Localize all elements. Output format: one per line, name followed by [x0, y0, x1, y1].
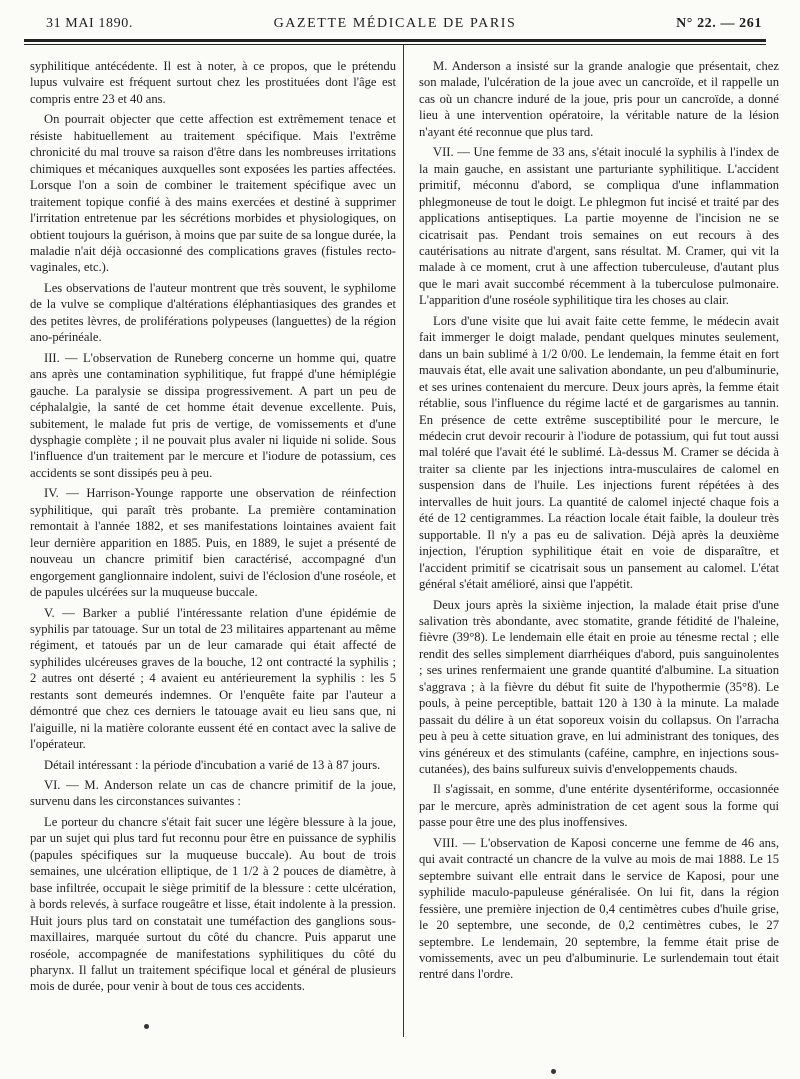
- paragraph: VI. — M. Anderson relate un cas de chancre primitif de la joue, survenu dans les circonstances suivantes :: [30, 778, 396, 809]
- ink-dot: [551, 1069, 556, 1074]
- paragraph: Il s'agissait, en somme, d'une entérite dysentériforme, occasionnée par le mercure, après administration de cet agent sous la forme qui passe pour être une des plus inoffensives.: [419, 782, 779, 830]
- issue-page-number: N° 22. — 261: [676, 16, 762, 31]
- page-header: [28, 14, 762, 38]
- paragraph: III. — L'observation de Runeberg concerne un homme qui, quatre ans après une contamination syphilitique, fut frappé d'une hémiplégie gauche. La paralysie se dissipa progressivement. A part un peu de céphalalgie, la santé de cet homme était devenue excellente. Puis, subitement, le malade fut pris de vertige, de vomissements et d'une dysphagie complète ; il ne pouvait plus avaler ni liquide ni solide. Sous l'influence d'un traitement par le mercure et l'iodure de potassium, ces accidents se sont dissipés peu à peu.: [30, 350, 396, 480]
- journal-title: GAZETTE MÉDICALE DE PARIS: [273, 16, 517, 31]
- paragraph: Deux jours après la sixième injection, la malade était prise d'une salivation très abondante, avec stomatite, grande fétidité de l'haleine, fièvre (39°8). Le lendemain elle était en proie au ténesme rectal ; elle rendit des selles simplement diarrhéiques d'abord, puis sanguinolentes ; ses urines renfermaient une grande quantité d'albumine. La situation s'aggrava ; à la fièvre du début fit suite de l'hypothermie (35°8). Le pouls, à peine perceptible, battait 120 à 130 à la minute. La malade passait du délire à un état soporeux voisin du collapsus. On l'arracha peu à peu à cette situation grave, en lui administrant des toniques, des vins généreux et des stimulants (caféine, camphre, en injections sous-cutanées), des bains sulfureux suivis d'enveloppements chauds.: [419, 597, 779, 777]
- left-column: [30, 58, 396, 999]
- paragraph: V. — Barker a publié l'intéressante relation d'une épidémie de syphilis par tatouage. Sur un total de 23 militaires appartenant au même régiment, et tatoués par un de leur camarade qui était affecté de syphilides ulcéreuses graves de la bouche, 12 ont contracté la syphilis ; 2 autres ont déserté ; 4 avaient eu antérieurement la syphilis : les 5 restants sont demeurés indemnes. Or l'enquête faite par l'auteur a démontré que chez ces derniers le tatouage avait eu lieu sans que, ni l'aiguille, ni la matière colorante eussent été en contact avec la salive de l'opérateur.: [30, 605, 396, 752]
- paragraph: Le porteur du chancre s'était fait sucer une légère blessure à la joue, par un sujet qui plus tard fut reconnu pour être en puissance de syphilis (papules spécifiques sur la muqueuse buccale). Au bout de trois semaines, une ulcération elliptique, de 1 1/2 à 2 pouces de diamètre, à base infiltrée, occupait le siège primitif de la blessure : cette ulcération, à bords relevés, à surface rougeâtre et lisse, était indolente à la pression. Huit jours plus tard on constatait une tuméfaction des ganglions sous-maxillaires, marquée surtout du côté du chancre. Puis apparut une roséole, accompagnée de manifestations syphilitiques du côté du pharynx. Il fallut un traitement spécifique local et général de plusieurs mois de durée, pour venir à bout de tous ces accidents.: [30, 814, 396, 994]
- paragraph: VII. — Une femme de 33 ans, s'était inoculé la syphilis à l'index de la main gauche, en assistant une parturiante syphilitique. L'accident primitif, méconnu d'abord, se compliqua d'une inflammation phlegmoneuse de tout le doigt. Le phlegmon fut incisé et traité par des applications antiseptiques. La partie moyenne de l'incision ne se cicatrisait pas. Pendant trois semaines on eut recours à des cautérisations au nitrate d'argent, sans résultat. M. Cramer, qui vit la malade à ce moment, crut à une affection tuberculeuse, d'autant plus que le mari avait succombé récemment à la tuberculose pulmonaire. L'apparition d'une roséole syphilitique tira les choses au clair.: [419, 145, 779, 308]
- right-column: [419, 58, 779, 987]
- paragraph: Les observations de l'auteur montrent que très souvent, le syphilome de la vulve se complique d'altérations éléphantiasiques des grandes et des petites lèvres, de proliférations polypeuses (languettes) de la région ano-périnéale.: [30, 280, 396, 345]
- column-divider: [403, 45, 404, 1037]
- paragraph: Détail intéressant : la période d'incubation a varié de 13 à 87 jours.: [44, 757, 381, 772]
- ink-dot: [144, 1024, 149, 1029]
- paragraph: IV. — Harrison-Younge rapporte une observation de réinfection syphilitique, qui paraît très probante. La première contamination remontait à l'année 1882, et ses manifestations lointaines avaient fait leur dernière apparition en 1885. Puis, en 1889, le sujet a présenté de nouveau un chancre primitif bien caractérisé, accompagné d'un engorgement ganglionnaire indolent, suivi de l'éclosion d'une roséole, et de papules ulcérées sur la muqueuse buccale.: [30, 486, 396, 600]
- paragraph: Lors d'une visite que lui avait faite cette femme, le médecin avait fait immerger le doigt malade, pendant quelques minutes seulement, dans un bain sublimé à 1/2 0/00. Le lendemain, la femme était en fort mauvais état, elle avait une salivation abondante, un peu d'albuminurie, et ses urines contenaient du mercure. Deux jours après, la femme était rétablie, sous l'influence du régime lacté et de gargarismes au tannin. En présence de cette extrême susceptibilité pour le mercure, le médecin crut devoir recourir à l'iodure de potassium, qui fut tout aussi mal toléré que l'avait été le sublimé. Là-dessus M. Cramer se décida à traiter sa cliente par les injections intra-musculaires de calomel en suspension dans de l'huile. Les injections furent répétées à des intervalles de huit jours. La quantité de calomel injecté chaque fois a été de 12 centigrammes. La réaction locale était faible, la douleur très supportable. Il n'y a pas eu de salivation. Déjà après la deuxième injection, l'éruption syphilitique était en voie de disparaître, et l'accident primitif se cicatrisait sous un pansement au calomel. L'état général s'était amélioré, ainsi que l'appétit.: [419, 313, 779, 592]
- issue-date: 31 MAI 1890.: [46, 16, 133, 31]
- paragraph: On pourrait objecter que cette affection est extrêmement tenace et résiste habituellement au traitement spécifique. Mais l'extrême chronicité du mal trouve sa raison d'être dans les nombreuses irritations chimiques et mécaniques auxquelles sont exposées les parties affectées. Lorsque l'on a soin de combiner le traitement spécifique avec un traitement topique confié à des mains exercées et destiné à supprimer l'irritation entretenue par les sécrétions morbides et physiologiques, on obtient toujours la guérison, à moins que par suite de sa longue durée, la maladie n'ait déjà occasionné des complications graves (fistules recto-vaginales, etc.).: [30, 112, 396, 275]
- paragraph: VIII. — L'observation de Kaposi concerne une femme de 46 ans, qui avait contracté un chancre de la vulve au mois de mai 1888. Le 15 septembre suivant elle entrait dans le service de Kaposi, pour une syphilide maculo-papuleuse généralisée. On lui fit, dans la région fessière, une première injection de 0,4 centimètres cubes d'huile grise, le 20 septembre, une seconde, de 0,2 centimètres cubes, le 27 septembre. Le lendemain, 20 septembre, la femme était prise de vomissements, avec un peu d'albuminurie. Le surlendemain tout était rentré dans l'ordre.: [419, 835, 779, 982]
- paragraph: M. Anderson a insisté sur la grande analogie que présentait, chez son malade, l'ulcération de la joue avec un cancroïde, et il rappelle un cas où un chancre induré de la joue, pris pour un cancroïde, a donné lieu à une intervention opératoire, la véritable nature de la lésion n'ayant été reconnue que plus tard.: [419, 59, 779, 139]
- paragraph: syphilitique antécédente. Il est à noter, à ce propos, que le prétendu lupus vulvaire est fréquent surtout chez les prostituées dont l'âge est compris entre 23 et 40 ans.: [30, 59, 396, 106]
- header-rule: [24, 39, 766, 45]
